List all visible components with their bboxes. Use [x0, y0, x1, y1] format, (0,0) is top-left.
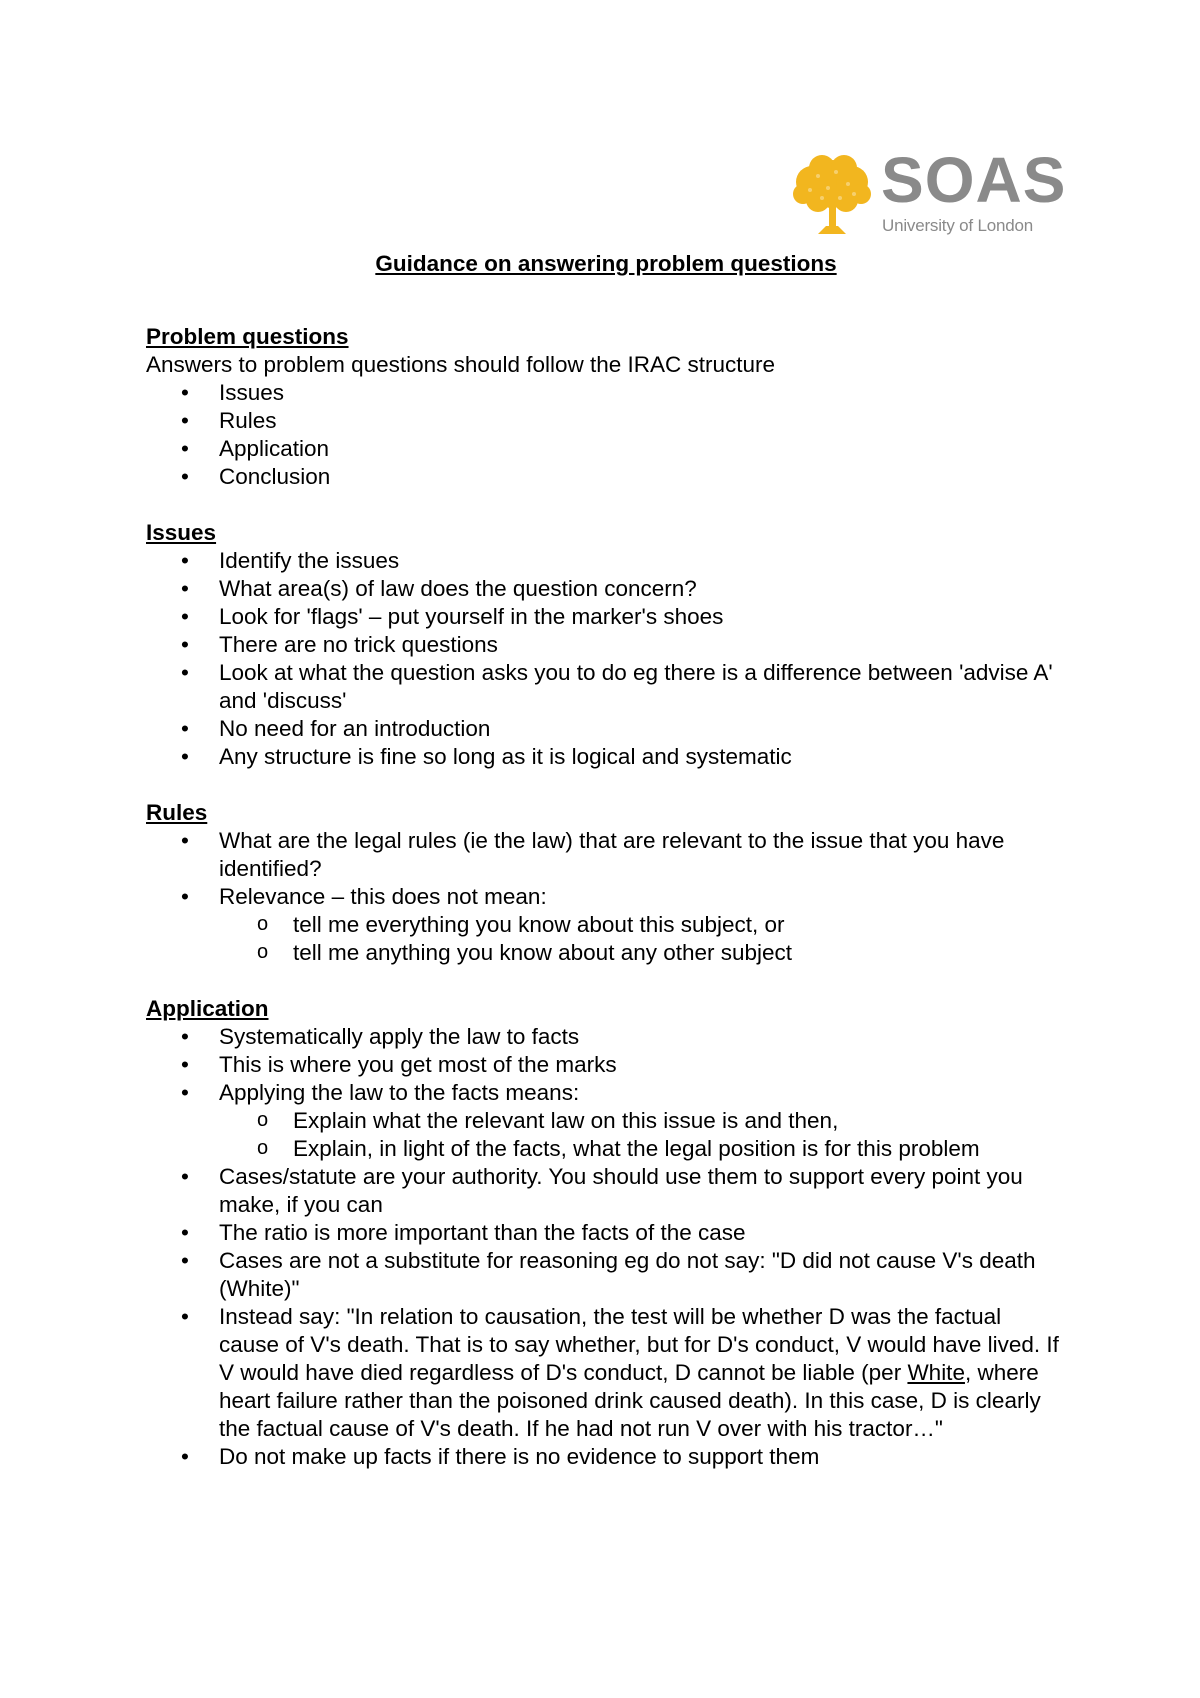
- list-item: • Cases are not a substitute for reasoning eg do not say: "D did not cause V's death (White)": [181, 1248, 1036, 1301]
- bullet-icon: •: [181, 1248, 189, 1273]
- application-sublist: [219, 1107, 1066, 1163]
- list-item: • What are the legal rules (ie the law) that are relevant to the issue that you have identified?: [181, 828, 1005, 881]
- list-item: • The ratio is more important than the facts of the case: [181, 1220, 746, 1245]
- logo-wordmark: SOAS: [881, 144, 1067, 216]
- rules-list: [146, 827, 1066, 967]
- sub-list-item: o Explain what the relevant law on this issue is and then,: [257, 1108, 839, 1133]
- bullet-icon: •: [181, 1164, 189, 1189]
- bullet-icon: •: [181, 436, 189, 461]
- bullet-icon: •: [181, 380, 189, 405]
- section-heading-application: Application: [146, 996, 269, 1021]
- list-item: • Instead say: "In relation to causation, the test will be whether D was the factual cause of V's death. That is to say whether, but for D's conduct, V would have lived. If V would have died regardless of D's conduct, D cannot be liable (per White, where heart failure rather than the poisoned drink caused death). In this case, D is clearly the factual cause of V's death. If he had not run V over with his tractor…": [181, 1304, 1059, 1441]
- bullet-icon: •: [181, 1024, 189, 1049]
- bullet-icon: •: [181, 716, 189, 741]
- irac-list: [146, 379, 1066, 491]
- list-item: • Relevance – this does not mean: o tell me everything you know about this subject, or o tell me anything you know about any other subject: [146, 883, 1066, 967]
- bullet-icon: •: [181, 632, 189, 657]
- tree-icon: [788, 154, 876, 236]
- bullet-icon: •: [181, 1220, 189, 1245]
- circle-bullet-icon: o: [257, 1137, 269, 1159]
- circle-bullet-icon: o: [257, 1109, 269, 1131]
- logo-subtitle: University of London: [882, 216, 1033, 235]
- list-item: • Application: [181, 436, 330, 461]
- sub-list-item: o Explain, in light of the facts, what the legal position is for this problem: [257, 1136, 980, 1161]
- list-item: • Cases/statute are your authority. You should use them to support every point you make, if you can: [181, 1164, 1023, 1217]
- case-reference-white: White: [907, 1360, 965, 1385]
- list-item: • Applying the law to the facts means: o Explain what the relevant law on this issue is and then, o Explain, in light of the facts, what the legal position is for this problem: [146, 1079, 1066, 1163]
- list-item: • This is where you get most of the marks: [181, 1052, 617, 1077]
- list-item: • Identify the issues: [181, 548, 400, 573]
- list-item: • Issues: [181, 380, 285, 405]
- issues-list: [146, 547, 1066, 771]
- list-item: • Do not make up facts if there is no evidence to support them: [181, 1444, 820, 1469]
- bullet-icon: •: [181, 408, 189, 433]
- section-heading-issues: Issues: [146, 520, 217, 545]
- rules-sublist: [219, 911, 1066, 967]
- document-title: Guidance on answering problem questions: [375, 251, 837, 276]
- bullet-icon: •: [181, 464, 189, 489]
- list-item: • Rules: [181, 408, 277, 433]
- bullet-icon: •: [181, 604, 189, 629]
- sub-list-item: o tell me everything you know about this subject, or: [257, 912, 785, 937]
- document-body: [146, 250, 1066, 1471]
- list-item: • There are no trick questions: [181, 632, 498, 657]
- list-item: • Systematically apply the law to facts: [181, 1024, 580, 1049]
- section-heading-rules: Rules: [146, 800, 208, 825]
- circle-bullet-icon: o: [257, 913, 269, 935]
- list-item: • What area(s) of law does the question concern?: [181, 576, 697, 601]
- bullet-icon: •: [181, 744, 189, 769]
- list-item: • Look for 'flags' – put yourself in the marker's shoes: [181, 604, 724, 629]
- bullet-icon: •: [181, 548, 189, 573]
- soas-logo: [788, 144, 1067, 242]
- bullet-icon: •: [181, 828, 189, 853]
- bullet-icon: •: [181, 660, 189, 685]
- bullet-icon: •: [181, 1444, 189, 1469]
- sub-list-item: o tell me anything you know about any other subject: [257, 940, 793, 965]
- bullet-icon: •: [181, 576, 189, 601]
- list-item: • Any structure is fine so long as it is logical and systematic: [181, 744, 792, 769]
- section-heading-problem-questions: Problem questions: [146, 324, 349, 349]
- circle-bullet-icon: o: [257, 941, 269, 963]
- list-item: • Conclusion: [181, 464, 331, 489]
- bullet-icon: •: [181, 884, 189, 909]
- problem-intro: Answers to problem questions should follow the IRAC structure: [146, 352, 776, 377]
- bullet-icon: •: [181, 1080, 189, 1105]
- list-item: • No need for an introduction: [181, 716, 491, 741]
- bullet-icon: •: [181, 1304, 189, 1329]
- application-list: [146, 1023, 1066, 1471]
- bullet-icon: •: [181, 1052, 189, 1077]
- list-item: • Look at what the question asks you to do eg there is a difference between 'advise A' and 'discuss': [181, 660, 1053, 713]
